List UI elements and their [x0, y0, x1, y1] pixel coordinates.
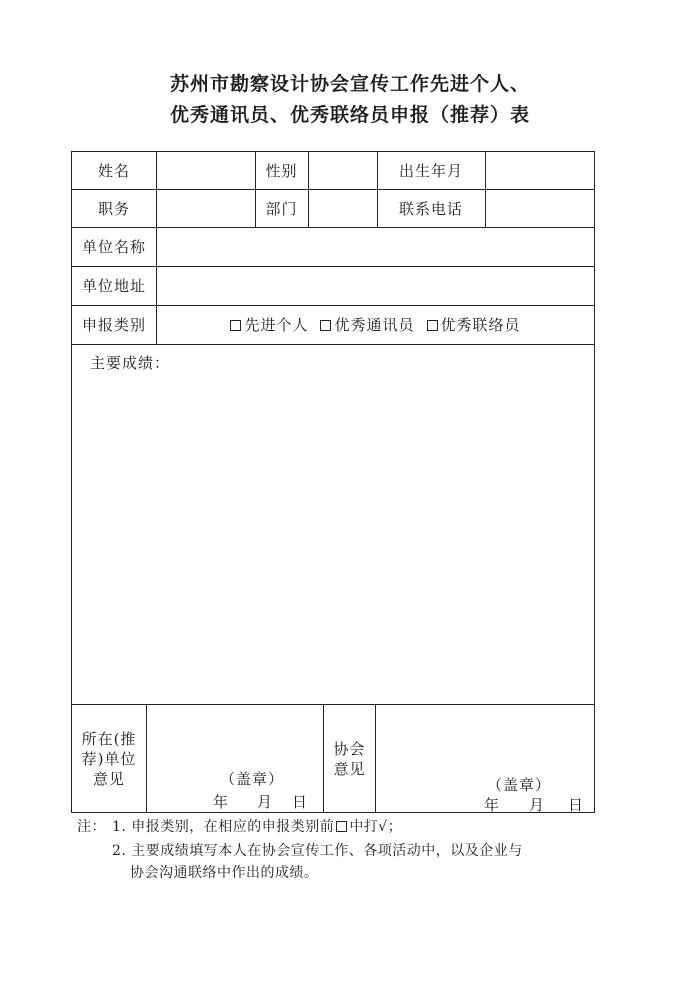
name-field[interactable]: [157, 152, 255, 189]
assoc-opinion-label-line1: 协会: [333, 739, 366, 758]
unit-date-year: 年: [212, 793, 229, 811]
category-option-advanced-individual[interactable]: [230, 315, 308, 335]
assoc-opinion-field[interactable]: [376, 705, 594, 812]
category-option-label: 优秀通讯员: [334, 316, 415, 334]
gender-label: 性别: [265, 161, 298, 180]
unit-date-month: 月: [256, 793, 273, 811]
checkbox-icon: [336, 821, 347, 832]
unit-opinion-field[interactable]: [147, 705, 323, 812]
unit-opinion-label: [72, 705, 146, 812]
note-2-line1: 2. 主要成绩填写本人在协会宣传工作、各项活动中，以及企业与: [112, 843, 523, 859]
phone-field[interactable]: [486, 190, 594, 227]
phone-label: 联系电话: [398, 199, 463, 218]
unit-address-field[interactable]: [157, 267, 594, 305]
category-label: 申报类别: [81, 316, 146, 334]
application-form-table: [71, 151, 595, 813]
checkbox-icon[interactable]: [230, 320, 241, 331]
category-option-excellent-correspondent[interactable]: [320, 315, 414, 335]
note-1-part-b: 中打√；: [349, 819, 403, 835]
assoc-date-month: 月: [528, 796, 545, 814]
category-option-label: 优秀联络员: [440, 316, 521, 334]
notes-prefix: 注：: [77, 819, 106, 835]
gender-field[interactable]: [309, 152, 377, 189]
birth-field[interactable]: [486, 152, 594, 189]
achievements-field[interactable]: [72, 382, 594, 702]
achievements-label: 主要成绩：: [90, 354, 171, 372]
checkbox-icon[interactable]: [320, 320, 331, 331]
unit-address-label: 单位地址: [81, 277, 146, 295]
assoc-date-year: 年: [483, 796, 500, 814]
form-title-line1: 苏州市勘察设计协会宣传工作先进个人、: [169, 73, 530, 95]
category-option-label: 先进个人: [244, 316, 309, 334]
unit-opinion-label-line3: 意见: [92, 769, 125, 788]
assoc-seal-text: （盖章）: [486, 776, 551, 794]
category-option-excellent-liaison[interactable]: [427, 315, 521, 335]
form-title-line2: 优秀通讯员、优秀联络员申报（推荐）表: [169, 104, 530, 126]
birth-label: 出生年月: [398, 161, 463, 180]
note-1: [112, 816, 402, 838]
position-field[interactable]: [157, 190, 255, 227]
department-field[interactable]: [309, 190, 377, 227]
unit-opinion-label-line1: 所在(推: [81, 729, 137, 748]
position-label: 职务: [97, 199, 130, 218]
category-options: [157, 306, 594, 344]
assoc-opinion-label: [324, 705, 375, 812]
unit-seal-text: （盖章）: [219, 770, 284, 788]
department-label: 部门: [265, 199, 298, 218]
note-2-line2: 协会沟通联络中作出的成绩。: [130, 865, 319, 881]
assoc-date-day: 日: [567, 796, 584, 814]
name-label: 姓名: [97, 161, 130, 180]
unit-opinion-label-line2: 荐)单位: [81, 749, 137, 768]
unit-name-label: 单位名称: [81, 238, 146, 256]
assoc-opinion-label-line2: 意见: [333, 759, 366, 778]
unit-name-field[interactable]: [157, 228, 594, 266]
checkbox-icon[interactable]: [427, 320, 438, 331]
unit-date-day: 日: [291, 793, 308, 811]
note-1-part-a: 1. 申报类别，在相应的申报类别前: [112, 819, 335, 835]
